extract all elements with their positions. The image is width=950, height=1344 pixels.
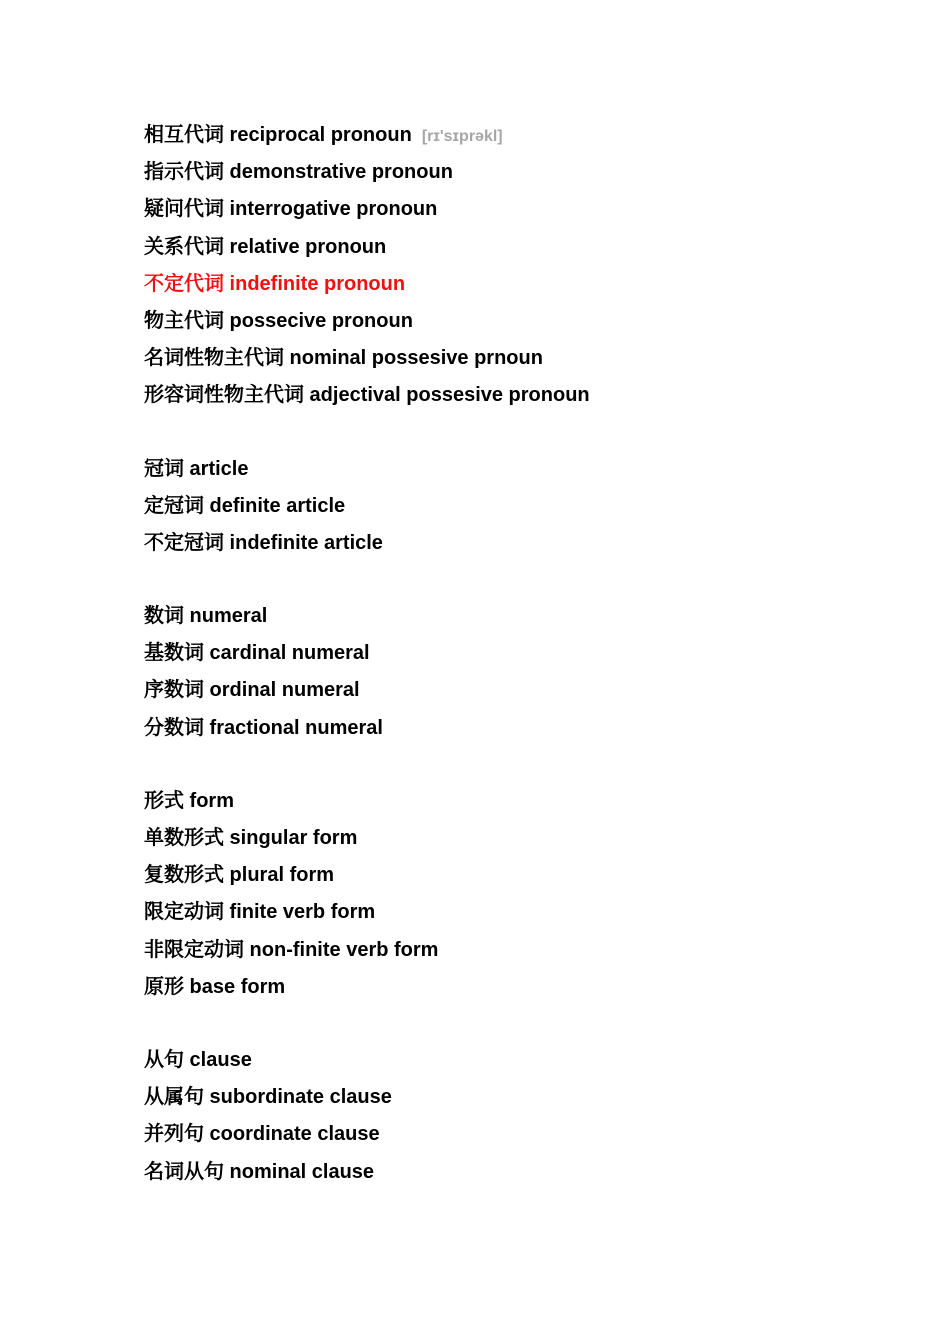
term-nominal-clause: 名词从句 nominal clause — [144, 1160, 375, 1183]
term-plural-form: 复数形式 plural form — [144, 864, 335, 887]
section-spacer — [144, 562, 864, 598]
term-subordinate-clause: 从属句 subordinate clause — [144, 1086, 392, 1109]
term-possessive-pronoun: 物主代词 possecive pronoun — [144, 309, 413, 332]
term-base-form: 原形 base form — [144, 975, 286, 998]
term-clause: 从句 clause — [144, 1048, 252, 1071]
term-demonstrative-pronoun: 指示代词 demonstrative pronoun — [144, 161, 453, 184]
term-ordinal-numeral: 序数词 ordinal numeral — [144, 679, 360, 702]
term-finite-verb-form: 限定动词 finite verb form — [144, 901, 376, 924]
phonetic-transcription: [rɪ'sɪprəkl] — [421, 128, 503, 145]
term-interrogative-pronoun: 疑问代词 interrogative pronoun — [144, 198, 438, 221]
term-definite-article: 定冠词 definite article — [144, 494, 346, 517]
term-relative-pronoun: 关系代词 relative pronoun — [144, 235, 387, 258]
term-singular-form: 单数形式 singular form — [144, 827, 358, 849]
term-indefinite-pronoun-highlighted: 不定代词 indefinite pronoun — [144, 272, 406, 295]
term-cardinal-numeral: 基数词 cardinal numeral — [144, 642, 370, 665]
term-non-finite-verb-form: 非限定动词 non-finite verb form — [144, 938, 439, 961]
term-fractional-numeral: 分数词 fractional numeral — [144, 716, 383, 739]
term-text: 相互代词 reciprocal pronoun — [144, 124, 412, 146]
term-adjectival-possessive-pronoun: 形容词性物主代词 adjectival possesive pronoun — [144, 384, 590, 407]
term-form: 形式 form — [144, 789, 234, 812]
section-spacer — [144, 747, 864, 783]
term-numeral: 数词 numeral — [144, 605, 268, 628]
term-reciprocal-pronoun — [144, 117, 864, 154]
glossary-list — [144, 117, 864, 1191]
term-nominal-possessive-pronoun: 名词性物主代词 nominal possesive prnoun — [144, 347, 543, 370]
term-indefinite-article: 不定冠词 indefinite article — [144, 531, 383, 554]
term-coordinate-clause: 并列句 coordinate clause — [144, 1123, 380, 1146]
section-spacer — [144, 1006, 864, 1042]
section-spacer — [144, 415, 864, 451]
term-article: 冠词 article — [144, 457, 249, 480]
